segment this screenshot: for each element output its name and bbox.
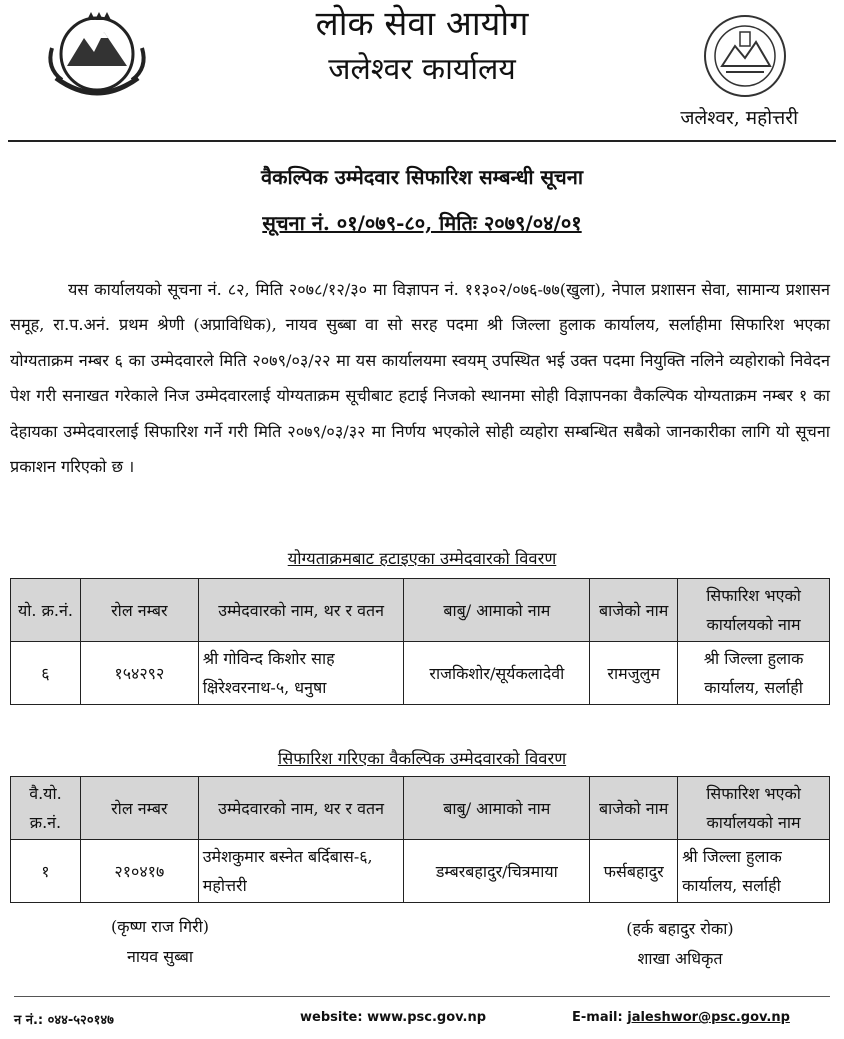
- footer-email: [572, 1010, 790, 1025]
- signature-right: [580, 914, 780, 974]
- col-grandfather: बाजेको नाम: [590, 777, 678, 840]
- cell-roll: १५४२९२: [80, 642, 198, 705]
- office-location: जलेश्वर, महोत्तरी: [680, 107, 798, 129]
- col-name: उम्मेदवारको नाम, थर र वतन: [198, 777, 404, 840]
- cell-roll: २१०४१७: [80, 840, 198, 903]
- cell-serial: १: [11, 840, 81, 903]
- cell-office: श्री जिल्ला हुलाक कार्यालय, सर्लाही: [678, 642, 830, 705]
- table-header-row: [11, 579, 830, 642]
- removed-candidate-table: [10, 578, 830, 705]
- col-name: उम्मेदवारको नाम, थर र वतन: [198, 579, 404, 642]
- col-parents: बाबु/ आमाको नाम: [404, 777, 590, 840]
- footer-email-link[interactable]: jaleshwor@psc.gov.np: [627, 1010, 790, 1025]
- recommended-candidate-table: [10, 776, 830, 903]
- footer-divider: [14, 996, 830, 997]
- col-roll: रोल नम्बर: [80, 579, 198, 642]
- footer-email-label: E-mail:: [572, 1010, 628, 1025]
- col-office: सिफारिश भएको कार्यालयको नाम: [678, 777, 830, 840]
- notice-heading: वैकल्पिक उम्मेदवार सिफारिश सम्बन्धी सूचना: [260, 165, 584, 189]
- col-office: सिफारिश भएको कार्यालयको नाम: [678, 579, 830, 642]
- cell-name: उमेशकुमार बस्नेत बर्दिबास-६, महोत्तरी: [198, 840, 404, 903]
- cell-office: श्री जिल्ला हुलाक कार्यालय, सर्लाही: [678, 840, 830, 903]
- psc-seal-logo: [690, 10, 800, 106]
- col-parents: बाबु/ आमाको नाम: [404, 579, 590, 642]
- header-divider: [8, 140, 836, 142]
- notice-reference-text: सूचना नं. ०१/०७९-८०, मितिः २०७९/०४/०१: [262, 211, 582, 235]
- footer-phone: न नं.: ०४४-५२०१४७: [14, 1013, 114, 1028]
- table-row: [11, 840, 830, 903]
- notice-body: यस कार्यालयको सूचना नं. ८२, मिति २०७८/१२/३० मा विज्ञापन नं. ११३०२/०७६-७७(खुला), नेपाल प्रशासन सेवा, सामान्य प्रशासन समूह, रा.प.अनं. प्रथम श्रेणी (अप्राविधिक), नायव सुब्बा वा सो सरह पदमा श्री जिल्ला हुलाक कार्यालय, सर्लाहीमा सिफारिश भएका योग्यताक्रम नम्बर ६ का उम्मेदवारले मिति २०७९/०३/२२ मा यस कार्यालयमा स्वयम् उपस्थित भई उक्त पदमा नियुक्ति नलिने व्यहोराको निवेदन पेश गरी सनाखत गरेकाले निज उम्मेदवारलाई योग्यताक्रम सूचीबाट हटाई निजको स्थानमा सोही विज्ञापनका वैकल्पिक योग्यताक्रम नम्बर १ का देहायका उम्मेदवारलाई सिफारिश गर्ने गरी मिति २०७९/०३/३२ मा निर्णय भएकोले सोही व्यहोरा सम्बन्धित सबैको जानकारीका लागि यो सूचना प्रकाशन गरिएको छ ।: [10, 280, 830, 477]
- col-roll: रोल नम्बर: [80, 777, 198, 840]
- col-serial: वै.यो. क्र.नं.: [11, 777, 81, 840]
- signatory-name-left: (कृष्ण राज गिरी): [110, 917, 210, 936]
- col-grandfather: बाजेको नाम: [590, 579, 678, 642]
- signatory-title-left: नायव सुब्बा: [126, 947, 193, 966]
- cell-serial: ६: [11, 642, 81, 705]
- cell-grandfather: रामजुलुम: [590, 642, 678, 705]
- cell-name: श्री गोविन्द किशोर साह क्षिरेश्वरनाथ-५, धनुषा: [198, 642, 404, 705]
- org-title: लोक सेवा आयोग: [315, 4, 529, 44]
- cell-parents: राजकिशोर/सूर्यकलादेवी: [404, 642, 590, 705]
- footer-website[interactable]: website: www.psc.gov.np: [300, 1010, 487, 1025]
- cell-grandfather: फर्सबहादुर: [590, 840, 678, 903]
- notice-reference: [0, 209, 844, 236]
- signatory-title-right: शाखा अधिकृत: [637, 949, 723, 968]
- recommended-section-title: सिफारिश गरिएका वैकल्पिक उम्मेदवारको विवरण: [277, 749, 567, 768]
- removed-section-title: योग्यताक्रमबाट हटाइएका उम्मेदवारको विवरण: [287, 549, 557, 568]
- col-serial: यो. क्र.नं.: [11, 579, 81, 642]
- table-row: [11, 642, 830, 705]
- office-title: जलेश्वर कार्यालय: [328, 52, 516, 87]
- table-header-row: [11, 777, 830, 840]
- cell-parents: डम्बरबहादुर/चित्रमाया: [404, 840, 590, 903]
- signatory-name-right: (हर्क बहादुर रोका): [626, 919, 734, 938]
- signature-left: [60, 912, 260, 972]
